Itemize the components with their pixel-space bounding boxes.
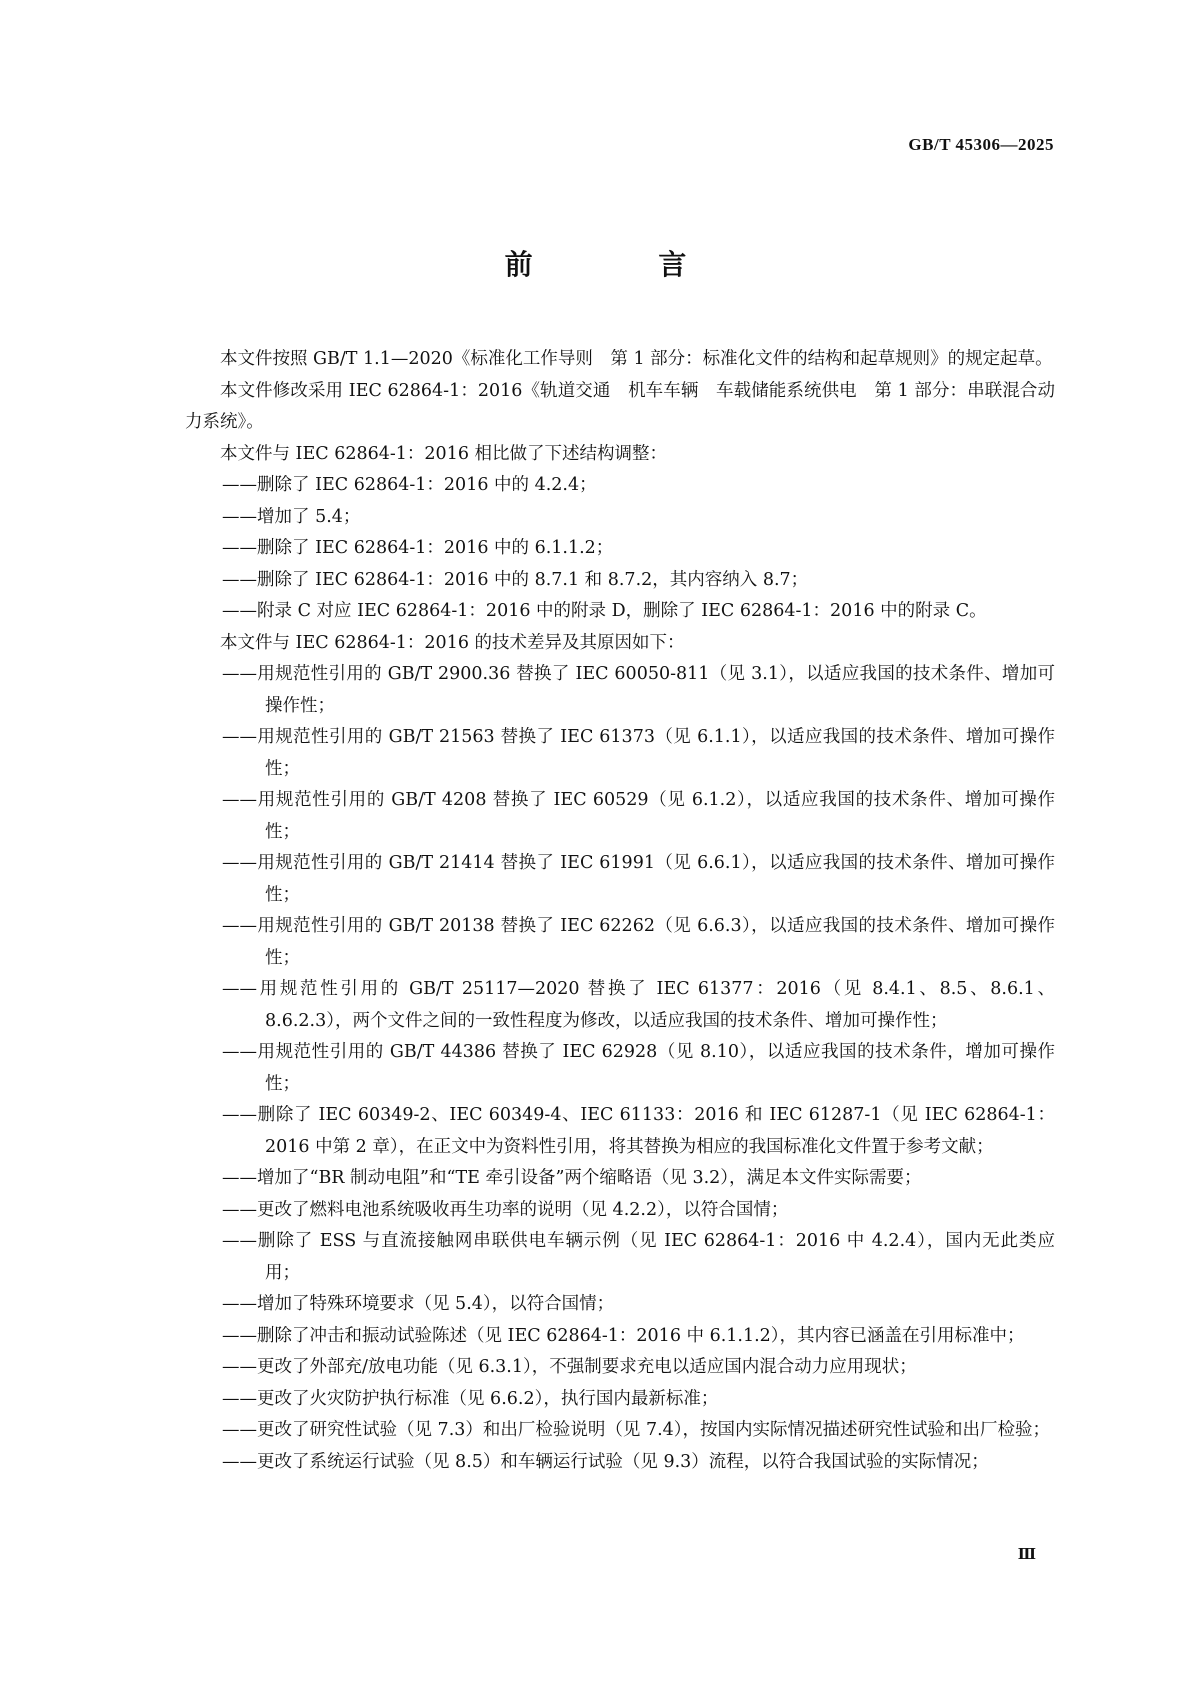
list-item: ——用规范性引用的 GB/T 44386 替换了 IEC 62928（见 8.10），以适应我国的技术条件，增加可操作性； — [222, 1042, 1055, 1094]
list-item: ——更改了研究性试验（见 7.3）和出厂检验说明（见 7.4），按国内实际情况描述研究性试验和出厂检验； — [222, 1420, 1051, 1440]
page-title: 前 言 — [504, 248, 745, 281]
list-item: ——更改了外部充/放电功能（见 6.3.1），不强制要求充电以适应国内混合动力应用现状； — [222, 1357, 917, 1377]
list-item: ——增加了“BR 制动电阻”和“TE 牵引设备”两个缩略语（见 3.2），满足本文件实际需要； — [222, 1168, 922, 1188]
list-item: ——删除了冲击和振动试验陈述（见 IEC 62864-1：2016 中 6.1.1.2），其内容已涵盖在引用标准中； — [222, 1325, 1025, 1346]
list-item: ——删除了 ESS 与直流接触网串联供电车辆示例（见 IEC 62864-1：2016 中 4.2.4），国内无此类应用； — [222, 1231, 1055, 1283]
paragraph: 本文件与 IEC 62864-1：2016 的技术差异及其原因如下： — [220, 632, 685, 653]
list-item: ——更改了火灾防护执行标准（见 6.6.2），执行国内最新标准； — [222, 1388, 719, 1409]
list-item: ——删除了 IEC 60349-2、IEC 60349-4、IEC 61133：2016 和 IEC 61287-1（见 IEC 62864-1：2016 中第 2 章），在正文中为资料性引用，将其替换为相应的我国标准化文件置于参考文献； — [222, 1105, 1055, 1157]
list-item: ——用规范性引用的 GB/T 25117—2020 替换了 IEC 61377：2016（见 8.4.1、8.5、8.6.1、8.6.2.3），两个文件之间的一致性程度为修改，以适应我国的技术条件、增加可操作性； — [222, 979, 1055, 1031]
list-item: ——附录 C 对应 IEC 62864-1：2016 中的附录 D，删除了 IEC 62864-1：2016 中的附录 C。 — [222, 601, 987, 621]
list-item: ——增加了特殊环境要求（见 5.4），以符合国情； — [222, 1294, 615, 1314]
list-item: ——增加了 5.4； — [222, 506, 361, 527]
list-item: ——用规范性引用的 GB/T 2900.36 替换了 IEC 60050-811（见 3.1），以适应我国的技术条件、增加可操作性； — [222, 664, 1055, 716]
list-item: ——用规范性引用的 GB/T 20138 替换了 IEC 62262（见 6.6.3），以适应我国的技术条件、增加可操作性； — [222, 916, 1055, 968]
list-item: ——更改了系统运行试验（见 8.5）和车辆运行试验（见 9.3）流程，以符合我国试验的实际情况； — [222, 1451, 989, 1472]
list-item: ——删除了 IEC 62864-1：2016 中的 8.7.1 和 8.7.2，其内容纳入 8.7； — [222, 569, 809, 590]
body-text — [185, 344, 1055, 1478]
document-number: GB/T 45306—2025 — [908, 135, 1054, 154]
paragraph: 本文件按照 GB/T 1.1—2020《标准化工作导则 第 1 部分：标准化文件的结构和起草规则》的规定起草。 — [220, 349, 1053, 369]
list-item: ——用规范性引用的 GB/T 21563 替换了 IEC 61373（见 6.1.1），以适应我国的技术条件、增加可操作性； — [222, 727, 1055, 779]
list-item: ——删除了 IEC 62864-1：2016 中的 4.2.4； — [222, 475, 597, 495]
list-item: ——更改了燃料电池系统吸收再生功率的说明（见 4.2.2），以符合国情； — [222, 1199, 789, 1220]
list-item: ——用规范性引用的 GB/T 4208 替换了 IEC 60529（见 6.1.2），以适应我国的技术条件、增加可操作性； — [222, 790, 1055, 842]
page-number: Ⅲ — [1017, 1547, 1036, 1563]
list-item: ——删除了 IEC 62864-1：2016 中的 6.1.1.2； — [222, 538, 614, 558]
list-item: ——用规范性引用的 GB/T 21414 替换了 IEC 61991（见 6.6.1），以适应我国的技术条件、增加可操作性； — [222, 853, 1055, 905]
paragraph: 本文件修改采用 IEC 62864-1：2016《轨道交通 机车车辆 车载储能系统供电 第 1 部分：串联混合动力系统》。 — [185, 380, 1055, 432]
paragraph: 本文件与 IEC 62864-1：2016 相比做了下述结构调整： — [220, 443, 668, 464]
